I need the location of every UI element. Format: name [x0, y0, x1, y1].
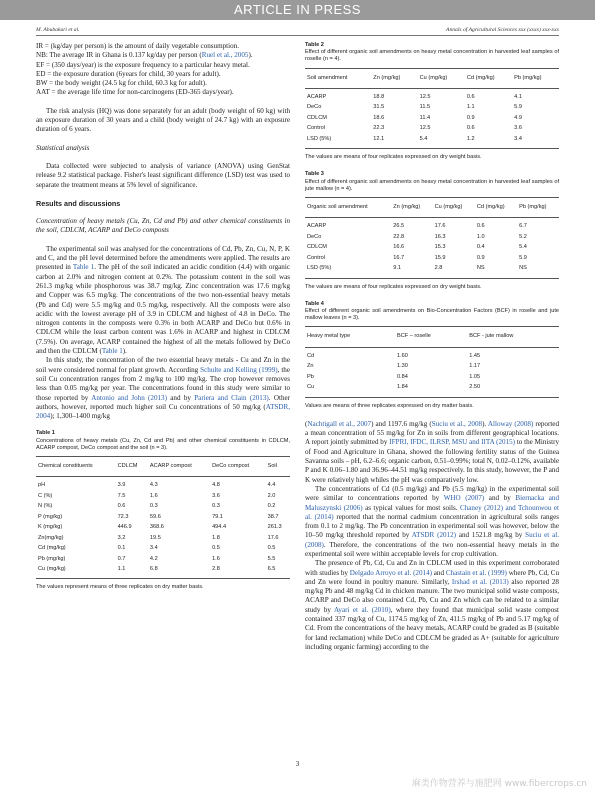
table-row: DeCo 22.8 16.3 1.0 5.2 [307, 233, 527, 240]
citation-link[interactable]: Alloway (2008) [487, 419, 534, 428]
table-row: ACARP 18.8 12.5 0.6 4.1 [307, 93, 522, 100]
table-header-cell: Soil amendment [307, 74, 348, 81]
table-4-label: Table 4 [305, 300, 324, 307]
table-2-label: Table 2 [305, 42, 324, 48]
table-header-cell: Cd (mg/kg) [466, 74, 495, 81]
header-rule [36, 35, 559, 36]
table-header-cell: Zn (mg/kg) [373, 74, 401, 81]
citation-link[interactable]: Ayari et al. (2010) [333, 605, 391, 614]
table-3-caption: Effect of different organic soil amendments on heavy metal concentration in harvested leaf samples of jute mallow (n = 4). [305, 178, 559, 192]
definition-ir: IR = (kg/day per person) is the amount of daily vegetable consumption. [36, 42, 239, 50]
citation-link[interactable]: Ruel et al., 2005 [201, 51, 249, 60]
table-row: Cd (mg/kg) 0.1 3.4 0.5 0.5 [38, 545, 276, 552]
citation-link[interactable]: Chastain et al. (1999) [445, 568, 507, 577]
definition-ed: ED = the exposure duration (6years for child, 30 years for adult). [36, 69, 221, 78]
citation-link[interactable]: Biernacka and Maluszynski (2006) [305, 494, 559, 512]
table-link[interactable]: Table 1 [101, 347, 123, 356]
site-watermark: 麻类作物营养与施肥网 www.fibercrops.cn [411, 779, 587, 789]
left-column [36, 42, 290, 593]
table-row: P (mg/kg) 72.3 59.6 79.1 38.7 [38, 513, 279, 520]
results-heading: Results and discussions [36, 198, 121, 208]
table-row: Control 16.7 15.9 0.9 5.9 [307, 254, 527, 261]
table-row: CDLCM 16.6 15.3 0.4 5.4 [307, 244, 527, 251]
table-header-cell: Soil [267, 463, 277, 469]
citation-link[interactable]: Chaney (2012) and Tchounwou et al. (2014) [305, 503, 559, 521]
table-row: Pb 0.84 1.05 [307, 373, 481, 380]
table-header-cell: Pb (mg/kg) [514, 74, 542, 81]
discussion-paragraph-3: The presence of Pb, Cd, Cu and Zn in CDLCM used in this experiment corroborated with studies by Delgado Arroyo et al. (2014) and Chastain et al. (1999) where Pb, Cd, Cu and Zn were found in poultry manure. Similarly, Irshad et al. (2013) also reported 28 mg/kg Pb and 48 mg/kg Cd in chicken manure. The two municipal solid waste composts, ACARP and DeCo also contained Cd, Pb, Cu and Zn which can be related to a similar study by Ayari et al. (2010), where they found that municipal solid waste compost contained 337 mg/kg of Cu, 1174.5 mg/kg of Zn, 411.5 mg/kg of Pb and 5.17 mg/kg of Cd. From the concentrations of the heavy metals, ACARP could be graded as B (suitable for land reclamation) while DeCo and CDLCM be graded as A+ (suitable for agriculture including organic farming) according to the [305, 559, 560, 651]
results-subheading: Concentration of heavy metals (Cu, Zn, Cd and Pb) and other chemical constituents in the soil, CDLCM, ACARP and DeCo composts [36, 217, 290, 235]
table-1-footnote: The values represent means of three replicates on dry matter basis. [36, 584, 204, 591]
table-1-grid [36, 456, 290, 579]
citation-link[interactable]: Delgado Arroyo et al. (2014) [349, 568, 432, 577]
citation-link[interactable]: Suciu et al. (2008) [305, 531, 559, 549]
table-header-cell: BCF - jute mallow [469, 333, 514, 340]
table-header-cell: ACARP compost [149, 463, 192, 469]
table-header-cell: Cu (mg/kg) [434, 204, 463, 211]
table-header-cell: Cd (mg/kg) [476, 204, 505, 211]
table-row: C (%) 7.5 1.6 3.6 2.0 [38, 492, 276, 499]
table-row: K (mg/kg) 446.9 368.6 494.4 261.3 [38, 524, 282, 531]
table-header-cell: Zn (mg/kg) [393, 204, 421, 211]
table-row: Zn 1.30 1.17 [307, 363, 481, 370]
table-row: Cu 1.84 2.50 [305, 383, 559, 397]
table-row: LSD (5%) 12.1 5.4 1.2 3.4 [305, 134, 559, 148]
table-header-cell: Cu (mg/kg) [419, 74, 448, 81]
running-head-authors: M. Abubakari et al. [36, 27, 80, 33]
table-row: N (%) 0.6 0.3 0.3 0.2 [38, 503, 276, 510]
definition-ef: EF = (350 days/year) is the exposure frequency to a particular heavy metal. [36, 60, 250, 69]
citation-link[interactable]: Suciu et al., 2008 [431, 419, 483, 428]
table-header-cell: Chemical constituents [38, 463, 93, 469]
definition-nb: NB: The average IR in Ghana is 0.137 kg/day per person (Ruel et al., 2005). [36, 51, 253, 60]
citation-link[interactable]: WHO (2007) [443, 494, 485, 503]
table-1-caption: Concentrations of heavy metals (Cu, Zn, Cd and Pb) and other chemical constituents in CDLCM, ACARP compost, DeCo compost and the soil (n = 3). [36, 437, 290, 451]
table-2-grid [305, 68, 559, 150]
table-4-footnote: Values are means of three replicates expressed on dry matter basis. [305, 402, 474, 409]
table-header-cell: Organic soil amendment [307, 204, 368, 211]
citation-link[interactable]: Schulte and Kelling (1999) [200, 365, 278, 374]
table-4 [305, 301, 559, 411]
article-in-press-banner: ARTICLE IN PRESS [0, 0, 595, 20]
citation-link[interactable]: Pariera and Clain (2013) [194, 393, 269, 402]
table-row: pH 3.9 4.3 4.8 4.4 [38, 482, 276, 489]
table-link[interactable]: Table 1 [72, 263, 95, 272]
table-3-grid [305, 197, 559, 279]
table-header-cell: Pb (mg/kg) [519, 204, 547, 211]
statistical-analysis-heading: Statistical analysis [36, 143, 90, 152]
table-row: Cu (mg/kg) 1.1 6.8 2.8 6.5 [36, 565, 290, 579]
citation-link[interactable]: IFPRI, IFDC, ILRSP, MSU and IITA (2015) [389, 438, 516, 447]
citation-link[interactable]: Nachtigall et al., 2007 [307, 419, 372, 428]
table-row: CDLCM 18.6 11.4 0.9 4.9 [307, 114, 522, 121]
table-4-caption: Effect of different organic soil amendments on Bio-Concentration Factors (BCF) in roselle and jute mallow leaves (n = 3). [305, 308, 559, 322]
table-row: ACARP 26.5 17.6 0.6 6.7 [307, 223, 527, 230]
table-row: Pb (mg/kg) 0.7 4.2 1.6 5.5 [38, 555, 276, 562]
table-3 [305, 171, 559, 291]
page-number: 3 [295, 760, 300, 768]
table-2-footnote: The values are means of four replicates expressed on dry weight basis. [305, 154, 482, 161]
table-2 [305, 42, 559, 162]
table-header-cell: DeCo compost [212, 463, 250, 469]
statistical-analysis-paragraph: Data collected were subjected to analysis of variance (ANOVA) using GenStat release 9.2 statistical package. Fisher's least significant difference (LSD) test was used to separate the treatment means at 5% level of significance. [36, 161, 290, 189]
citation-link[interactable]: Irshad et al. (2013) [451, 577, 509, 586]
table-header-cell: BCF – roselle [397, 333, 431, 340]
discussion-paragraph-1: (Nachtigall et al., 2007) and 1197.6 mg/kg (Suciu et al., 2008). Alloway (2008) reported a mean concentration of 55 mg/kg for Zn in soils from different geographical locations. A report jointly submitted by IFPRI, IFDC, ILRSP, MSU and IITA (2015) to the Ministry of Food and Agriculture in Ghana, showed the following fertility status of the Guinea Savanna soils – pH, 6.2–6.6; organic carbon, 0.51–0.99%; total N, 0.02–0.12%, available P and K 0.06–1.80 and 36.96–44.51 mg/kg respectively. In this study, however, the P and K were relatively high whiles the pH was comparatively low. [305, 419, 560, 484]
table-1-label: Table 1 [36, 430, 55, 437]
results-paragraph-1: The experimental soil was analysed for the concentrations of Cd, Pb, Zn, Cu, N, P, K and C, and the pH level determined before the amendments were applied. The results are presented in Table 1. The pH of the soil indicated an acidic condition (4.4) with organic carbon at 2.0% and nitrogen content at 0.2%. The potassium content in the soil was 261.3 mg/kg while phosphorous was 38.7 mg/kg. Zinc concentration was 17.6 mg/kg and Copper was 6.5 mg/kg. The concentrations of the two non-essential heavy metals (Pb and Cd) were 5.5 mg/kg and 0.5 mg/kg, respectively. All the composts were also acidic with the lowest average pH of 3.9 in CDLCM and highest of 4.8 in DeCo. The nitrogen contents in the composts were 0.3% in both ACARP and DeCo but 0.6% in CDLCM while the least carbon content was 1.6% in ACARP and highest in CDLCM (7.5%). On average, ACARP contained the highest of all the metals followed by DeCo and then the CDLCM (Table 1). [36, 244, 290, 356]
table-header-cell: Heavy metal type [307, 333, 351, 340]
table-header-cell: CDLCM [117, 463, 138, 469]
definition-bw: BW = the body weight (24.5 kg for child, 60.3 kg for adult). [36, 79, 207, 88]
table-row: LSD (5%) 9.1 2.8 NS NS [305, 264, 559, 278]
results-paragraph-2: In this study, the concentration of the two essential heavy metals - Cu and Zn in the soil were considered normal for plant growth. According Schulte and Kelling (1999), the soil Cu concentration ranges from 2 mg/kg to 100 mg/kg. The crop however removes less than 0.05 mg/kg per year. The concentrations found in this study were similar to those reported by Antonio and John (2013) and by Pariera and Clain (2013). Other authors, however, reported much higher soil Cu concentrations of 50 mg/kg (ATSDR, 2004); 1,300–1400 mg/kg [36, 356, 291, 421]
discussion-paragraph-2: The concentrations of Cd (0.5 mg/kg) and Pb (5.5 mg/kg) in the experimental soil were similar to concentrations reported by WHO (2007) and by Biernacka and Maluszynski (2006) as typical values for most soils. Chaney (2012) and Tchounwou et al. (2014) reported that the normal cadmium concentration in agricultural soils ranges from 0.1 to 2 mg/kg. The Pb concentration in experimental soil was however, below the 10–50 mg/kg threshold reported by ATSDR (2012) and 1521.8 mg/kg by Suciu et al. (2008). Therefore, the concentrations of the two non-essential heavy metals in the experimental soil were within acceptable levels for crop cultivation. [305, 484, 559, 558]
table-2-caption: Effect of different organic soil amendments on heavy metal concentration in harvested leaf samples of roselle (n = 4). [305, 49, 559, 63]
citation-link[interactable]: ATSDR, 2004 [36, 402, 290, 421]
table-3-label: Table 3 [305, 171, 324, 178]
table-row: Cd 1.60 1.45 [307, 352, 481, 359]
table-1 [36, 430, 290, 592]
running-head-journal: Annals of Agricultural Sciences xxx (xxxx) xxx-xxx [446, 27, 559, 33]
risk-analysis-paragraph: The risk analysis (HQ) was done separately for an adult (body weight of 60 kg) with an exposure duration of 30 years and a child (body weight of 24.7 kg) with an exposure duration of 6 years. [36, 106, 290, 134]
table-row: Zn(mg/kg) 3.2 19.5 1.8 17.6 [38, 534, 279, 541]
table-4-grid [305, 326, 559, 397]
right-column [305, 42, 559, 652]
table-row: DeCo 31.5 11.5 1.1 5.9 [307, 104, 522, 111]
citation-link[interactable]: ATSDR (2012) [411, 531, 456, 540]
table-row: Control 22.3 12.5 0.6 3.6 [307, 125, 522, 132]
citation-link[interactable]: Antonio and John (2013) [91, 393, 167, 402]
definition-aat: AAT = the average life time for non-carcinogens (ED-365 days/year). [36, 88, 234, 97]
table-3-footnote: The values are means of four replicates expressed on dry weight basis. [305, 283, 482, 290]
